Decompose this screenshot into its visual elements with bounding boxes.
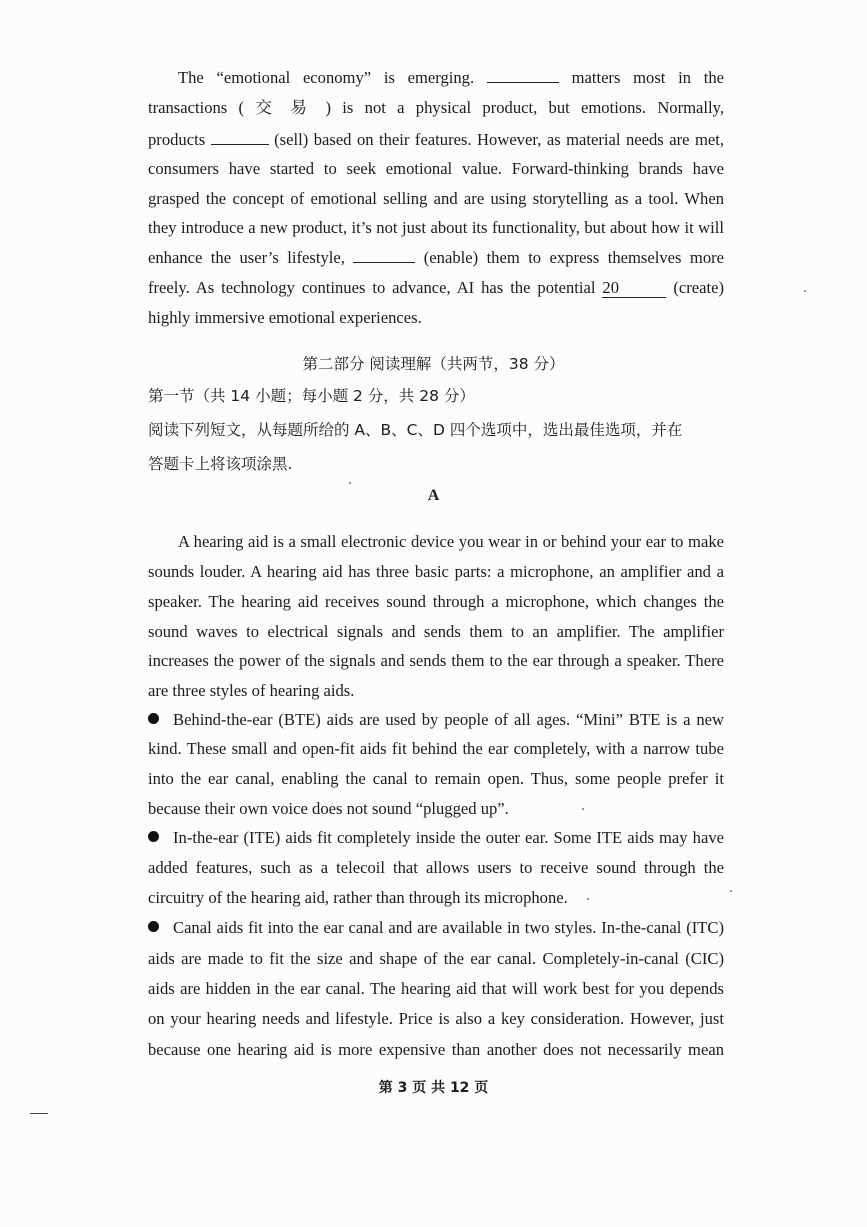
passageA-bullet1-line: kind. These small and open-fit aids fit behind the ear completely, with a narrow tube <box>148 739 724 758</box>
scan-speck <box>587 898 589 900</box>
answer-blank-19 <box>353 262 415 263</box>
instructions-line-1: 阅读下列短文，从每题所给的 A、B、C、D 四个选项中，选出最佳选项，并在 <box>148 421 683 439</box>
scan-speck <box>730 890 732 892</box>
text-fragment: enhance the user’s lifestyle, <box>148 248 345 267</box>
scan-speck <box>582 808 584 810</box>
passage1-line-1 <box>178 67 724 89</box>
passage1-line-4: consumers have started to seek emotional value. Forward-thinking brands have <box>148 159 724 178</box>
passageA-p1-line: are three styles of hearing aids. <box>148 681 355 700</box>
passage1-line-2: transactions ( 交 易 ) is not a physical product, but emotions. Normally, <box>148 98 724 117</box>
answer-blank-20: 20 <box>602 279 666 298</box>
passageA-bullet1-line: into the ear canal, enabling the canal to remain open. Thus, some people prefer it <box>148 769 724 788</box>
answer-blank-18 <box>211 144 269 145</box>
passageA-bullet2-line: circuitry of the hearing aid, rather than through its microphone. <box>148 888 568 907</box>
passageA-bullet2-line: added features, such as a telecoil that allows users to receive sound through the <box>148 858 724 877</box>
text-fragment: The “emotional economy” is emerging. <box>178 68 475 87</box>
passageA-bullet3-line: because one hearing aid is more expensive than another does not necessarily mean <box>148 1040 724 1059</box>
text-fragment: matters most in the <box>571 68 724 87</box>
answer-blank-16 <box>487 82 559 83</box>
text-fragment: (sell) based on their features. However, as material needs are met, <box>274 130 724 149</box>
text-fragment: freely. As technology continues to advance, AI has the potential <box>148 278 596 297</box>
passageA-bullet1-line <box>148 709 724 731</box>
bullet-icon <box>148 713 159 724</box>
page-footer: 第 3 页 共 12 页 <box>378 1080 489 1096</box>
part2-title: 第二部分 阅读理解（共两节，38 分） <box>302 355 565 373</box>
passageA-p1-line: sounds louder. A hearing aid has three basic parts: a microphone, an amplifier and a <box>148 562 724 581</box>
passageA-p1-line: increases the power of the signals and sends them to the ear through a speaker. There <box>148 651 724 670</box>
text-fragment: Behind-the-ear (BTE) aids are used by people of all ages. “Mini” BTE is a new <box>173 710 724 729</box>
text-fragment: (enable) them to express themselves more <box>423 248 725 267</box>
passage1-line-3 <box>148 129 724 151</box>
passageA-bullet2-line <box>148 827 724 849</box>
passageA-bullet3-line: aids are made to fit the size and shape of the ear canal. Completely-in-canal (CIC) <box>148 949 724 968</box>
scan-speck <box>804 290 806 292</box>
passage1-line-8 <box>148 277 724 299</box>
passage1-line-5: grasped the concept of emotional selling and are using storytelling as a tool. When <box>148 189 724 208</box>
scan-speck <box>349 482 351 484</box>
passageA-bullet3-line: aids are hidden in the ear canal. The hearing aid that will work best for you depends <box>148 979 724 998</box>
instructions-line-2: 答题卡上将该项涂黑. <box>148 455 293 473</box>
bullet-icon <box>148 921 159 932</box>
passage1-line-9: highly immersive emotional experiences. <box>148 308 422 327</box>
text-fragment: products <box>148 130 206 149</box>
passageA-p1-line: A hearing aid is a small electronic device you wear in or behind your ear to make <box>178 532 724 551</box>
passageA-bullet3-line <box>148 917 724 939</box>
passageA-bullet1-line: because their own voice does not sound “plugged up”. <box>148 799 509 818</box>
passage1-line-7 <box>148 247 724 269</box>
passageA-p1-line: sound waves to electrical signals and sends them to an amplifier. The amplifier <box>148 622 724 641</box>
text-fragment: (create) <box>673 278 724 297</box>
section1-title: 第一节（共 14 小题；每小题 2 分，共 28 分） <box>148 387 475 405</box>
passage-letter: A <box>427 487 440 504</box>
passage1-line-6: they introduce a new product, it’s not just about its functionality, but about how it will <box>148 218 724 237</box>
passageA-p1-line: speaker. The hearing aid receives sound through a microphone, which changes the <box>148 592 724 611</box>
text-fragment: In-the-ear (ITE) aids fit completely inside the outer ear. Some ITE aids may have <box>173 828 724 847</box>
bullet-icon <box>148 831 159 842</box>
passageA-bullet3-line: on your hearing needs and lifestyle. Price is also a key consideration. However, just <box>148 1009 724 1028</box>
text-fragment: Canal aids fit into the ear canal and are available in two styles. In-the-canal (ITC) <box>173 918 724 937</box>
scan-mark <box>30 1113 48 1114</box>
